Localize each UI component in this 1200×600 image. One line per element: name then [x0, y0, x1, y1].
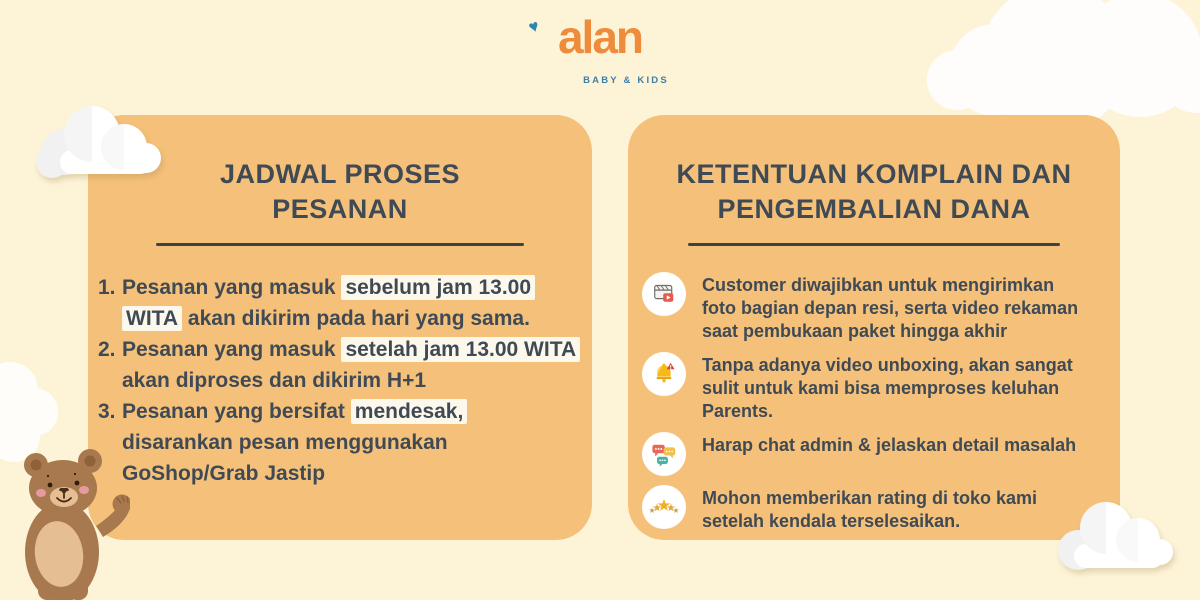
term-text: Harap chat admin & jelaskan detail masalah — [702, 435, 1077, 455]
rating-stars-icon — [642, 485, 686, 529]
complaint-terms-title: KETENTUAN KOMPLAIN DAN PENGEMBALIAN DANA — [676, 159, 1072, 224]
term-row — [642, 432, 1102, 476]
title-underline — [688, 243, 1060, 246]
list-item: 2. Pesanan yang masuk setelah jam 13.00 WITA akan diproses dan dikirim H+1 — [98, 334, 584, 396]
complaint-terms-list — [642, 272, 1102, 533]
list-item: 3. Pesanan yang bersifat mendesak, disarankan pesan menggunakan GoShop/Grab Jastip — [98, 396, 584, 489]
brand-name: alan — [557, 11, 643, 63]
order-schedule-title: JADWAL PROSES PESANAN — [219, 159, 461, 224]
brand-logo — [0, 11, 1200, 104]
video-clapper-icon — [642, 272, 686, 316]
brand-tagline: BABY & KIDS — [583, 75, 669, 86]
chat-bubbles-icon — [642, 432, 686, 476]
term-row — [642, 352, 1102, 423]
heart-icon: ♥ — [526, 15, 542, 38]
term-text: Tanpa adanya video unboxing, akan sangat sulit untuk kami bisa memproses keluhan Parents. — [702, 355, 1073, 421]
brand-wordmark — [526, 11, 669, 104]
term-text: Customer diwajibkan untuk mengirimkan foto bagian depan resi, serta video rekaman saat pembukaan paket hingga akhir — [702, 275, 1079, 341]
list-item: 1. Pesanan yang masuk sebelum jam 13.00 WITA akan dikirim pada hari yang sama. — [98, 272, 584, 334]
alert-bell-icon — [642, 352, 686, 396]
cloud-paper-topleft — [30, 92, 170, 190]
term-row — [642, 272, 1102, 343]
order-schedule-list — [98, 272, 584, 489]
title-underline — [156, 243, 524, 246]
term-row — [642, 485, 1102, 533]
complaint-terms-card — [628, 115, 1120, 540]
bear-mascot — [12, 448, 130, 600]
term-text: Mohon memberikan rating di toko kami setelah kendala terselesaikan. — [702, 488, 1038, 531]
cloud-paper-bottomright — [1048, 488, 1180, 584]
